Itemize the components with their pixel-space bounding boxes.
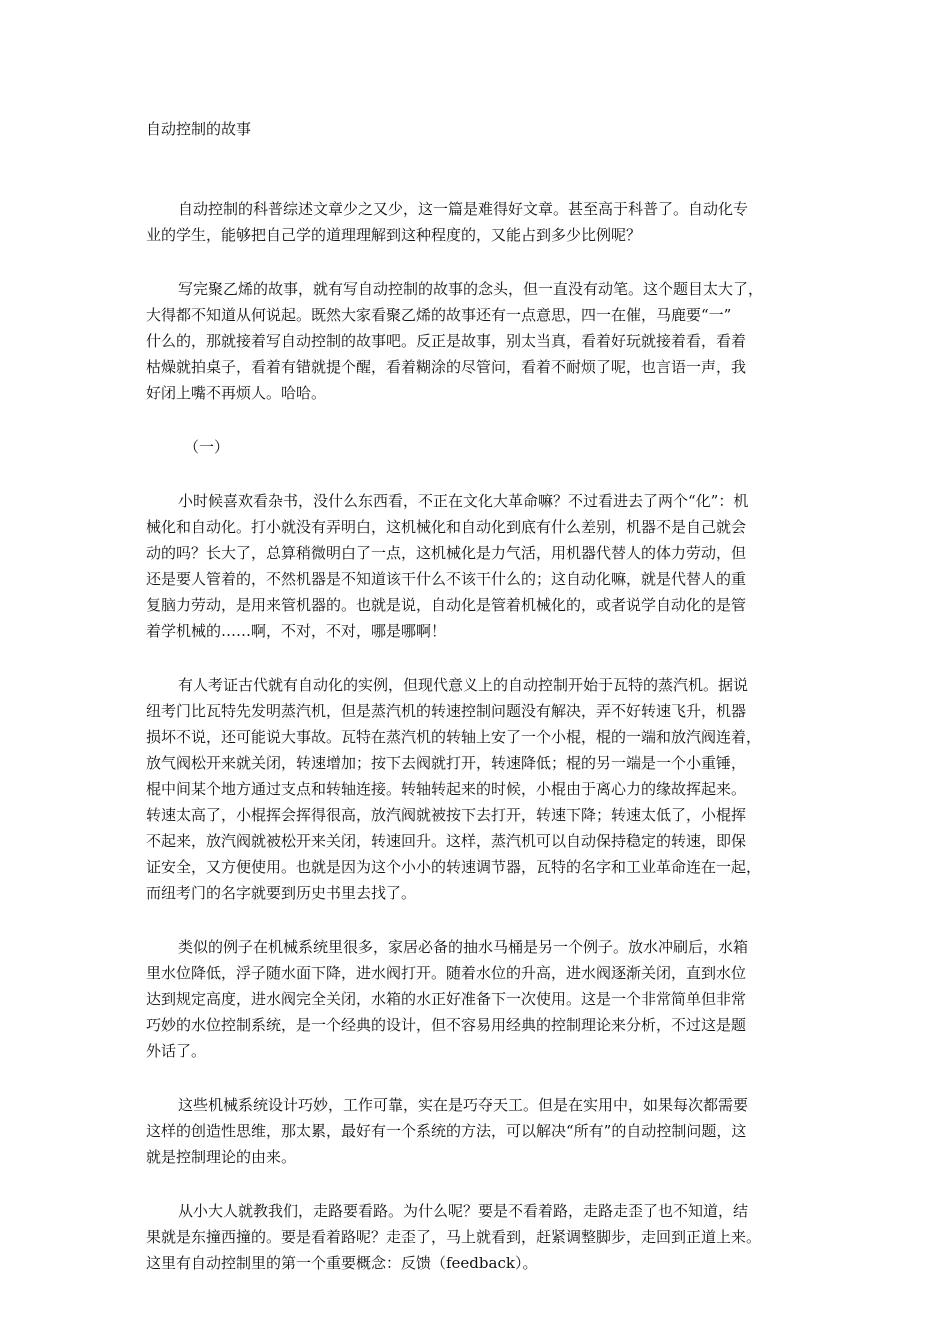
body-paragraph-5: 从小大人就教我们，走路要看路。为什么呢？要是不看着路，走路走歪了也不知道，结 果就是东撞西撞的。要是看着路呢？走歪了，马上就看到，赶紧调整脚步，走回到正道上来。 这里有自动控制里的第一个重要概念：反馈（feedback）。 bbox=[146, 1202, 762, 1272]
body-paragraph-4: 这些机械系统设计巧妙，工作可靠，实在是巧夺天工。但是在实用中，如果每次都需要 这样的创造性思维，那太累，最好有一个系统的方法，可以解决“所有”的自动控制问题，这 就是控制理论的由来。 bbox=[146, 1096, 749, 1166]
document-title: 自动控制的故事 bbox=[146, 120, 252, 138]
intro-paragraph-1: 自动控制的科普综述文章少之又少，这一篇是难得好文章。甚至高于科普了。自动化专 业的学生，能够把自己学的道理理解到这种程度的，又能占到多少比例呢？ bbox=[146, 200, 749, 244]
body-paragraph-2: 有人考证古代就有自动化的实例，但现代意义上的自动控制开始于瓦特的蒸汽机。据说 纽考门比瓦特先发明蒸汽机，但是蒸汽机的转速控制问题没有解决，弄不好转速飞升，机器 损坏不说，还可能说大事故。瓦特在蒸汽机的转轴上安了一个小棍，棍的一端和放汽阀连着， 放气阀松开来就关闭，转速增加；按下去阀就打开，转速降低；棍的另一端是一个小重锤， 棍中间某个地方通过支点和转轴连接。转轴转起来的时候，小棍由于离心力的缘故挥起来。 转速太高了，小棍挥会挥得很高，放汽阀就被按下去打开，转速下降；转速太低了，小棍挥 不起来，放汽阀就被松开来关闭，转速回升。这样，蒸汽机可以自动保持稳定的转速，即保 证安全，又方便使用。也就是因为这个小小的转速调节器，瓦特的名字和工业革命连在一起， 而纽考门的名字就要到历史书里去找了。 bbox=[146, 676, 762, 902]
body-paragraph-1: 小时候喜欢看杂书，没什么东西看，不正在文化大革命嘛？不过看进去了两个“化”：机 械化和自动化。打小就没有弄明白，这机械化和自动化到底有什么差别，机器不是自己就会 动的吗？长大了，总算稍微明白了一点，这机械化是力气活，用机器代替人的体力劳动，但 还是要人管着的，不然机器是不知道该干什么不该干什么的；这自动化嘛，就是代替人的重 复脑力劳动，是用来管机器的。也就是说，自动化是管着机械化的，或者说学自动化的是管 着学机械的……啊，不对，不对，哪是哪啊！ bbox=[146, 492, 749, 640]
body-paragraph-3: 类似的例子在机械系统里很多，家居必备的抽水马桶是另一个例子。放水冲刷后，水箱 里水位降低，浮子随水面下降，进水阀打开。随着水位的升高，进水阀逐渐关闭，直到水位 达到规定高度，进水阀完全关闭，水箱的水正好准备下一次使用。这是一个非常简单但非常 巧妙的水位控制系统，是一个经典的设计，但不容易用经典的控制理论来分析，不过这是题 外话了。 bbox=[146, 938, 749, 1060]
section-heading: （一） bbox=[184, 438, 230, 456]
document-page bbox=[146, 116, 810, 1304]
intro-paragraph-2: 写完聚乙烯的故事，就有写自动控制的故事的念头，但一直没有动笔。这个题目太大了， 大得都不知道从何说起。既然大家看聚乙烯的故事还有一点意思，四一在催，马鹿要“一” 什么的，那就接着写自动控制的故事吧。反正是故事，别太当真，看着好玩就接着看，看着 枯燥就拍桌子，看着有错就提个醒，看着糊涂的尽管问，看着不耐烦了呢，也言语一声，我 好闭上嘴不再烦人。哈哈。 bbox=[146, 280, 764, 402]
